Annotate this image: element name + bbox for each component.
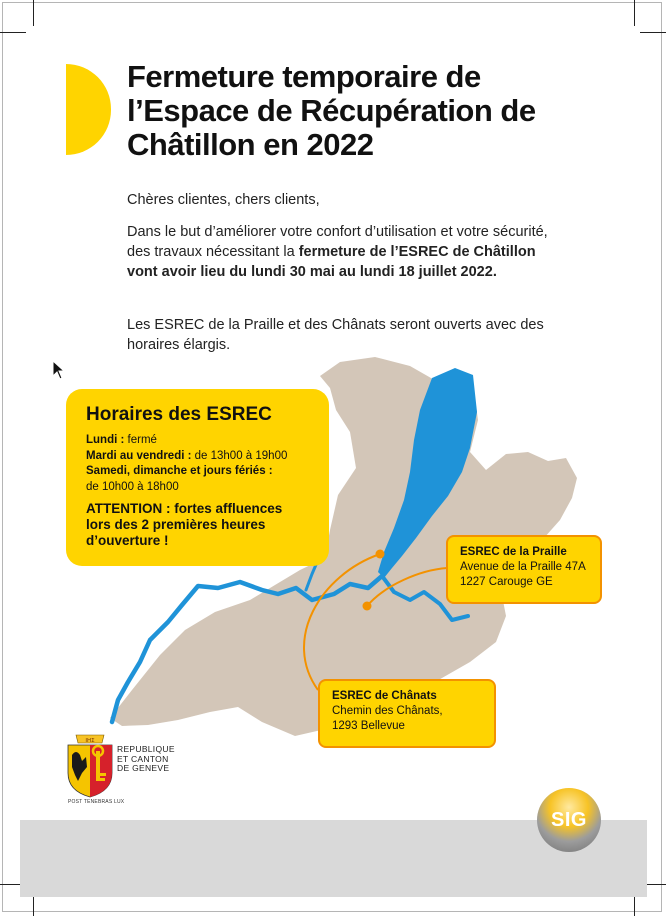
location-address: Avenue de la Praille 47A	[460, 561, 586, 573]
hours-monday	[86, 433, 309, 449]
hours-monday-value: fermé	[124, 434, 157, 446]
hours-weekdays	[86, 449, 309, 465]
hours-weekend	[86, 464, 309, 480]
sig-logo-text: SIG	[551, 808, 587, 831]
location-name: ESREC de la Praille	[460, 546, 567, 558]
geneva-crest-icon	[66, 733, 114, 799]
location-box-praille	[446, 535, 602, 604]
greeting-text: Chères clientes, chers clients,	[127, 192, 320, 208]
praille-location-dot	[363, 602, 372, 611]
state-label-line: DE GENEVE	[117, 763, 170, 773]
sig-logo	[537, 788, 601, 852]
location-city: 1293 Bellevue	[332, 720, 405, 732]
republic-canton-geneva-label	[117, 745, 175, 774]
hours-title: Horaires des ESREC	[86, 404, 272, 425]
open-sites-paragraph: Les ESREC de la Praille et des Chânats seront ouverts avec des horaires élargis.	[127, 317, 544, 353]
closure-paragraph-text: Dans le but d’améliorer votre confort d’utilisation et votre sécurité, des travaux nécessitant la	[127, 224, 548, 260]
hours-weekend-label: Samedi, dimanche et jours fériés :	[86, 465, 273, 477]
hours-weekend-value: de 10h00 à 18h00	[86, 480, 179, 493]
hours-monday-label: Lundi :	[86, 434, 125, 446]
location-address: Chemin des Chânats,	[332, 705, 443, 717]
location-name: ESREC de Chânats	[332, 690, 437, 702]
mouse-cursor-icon	[52, 360, 66, 380]
state-label-line: REPUBLIQUE	[117, 744, 175, 754]
hours-weekdays-value: de 13h00 à 19h00	[191, 449, 288, 462]
closure-paragraph-bold: fermeture de l’ESREC de Châtillon vont avoir lieu du lundi 30 mai au lundi 18 juillet 2022.	[127, 244, 536, 280]
state-label-line: ET CANTON	[117, 753, 169, 764]
page-title: Fermeture temporaire de l’Espace de Récupération de Châtillon en 2022	[127, 59, 536, 162]
crest-monogram: IHΣ	[85, 738, 95, 744]
chanats-location-dot	[376, 550, 385, 559]
attention-warning: ATTENTION : fortes affluences lors des 2 premières heures d’ouverture !	[86, 501, 283, 548]
opening-hours-box	[66, 389, 329, 566]
crest-motto: POST TENEBRAS LUX	[68, 799, 125, 805]
location-city: 1227 Carouge GE	[460, 576, 553, 588]
hours-weekdays-label: Mardi au vendredi :	[86, 449, 192, 462]
location-box-chanats	[318, 679, 496, 748]
